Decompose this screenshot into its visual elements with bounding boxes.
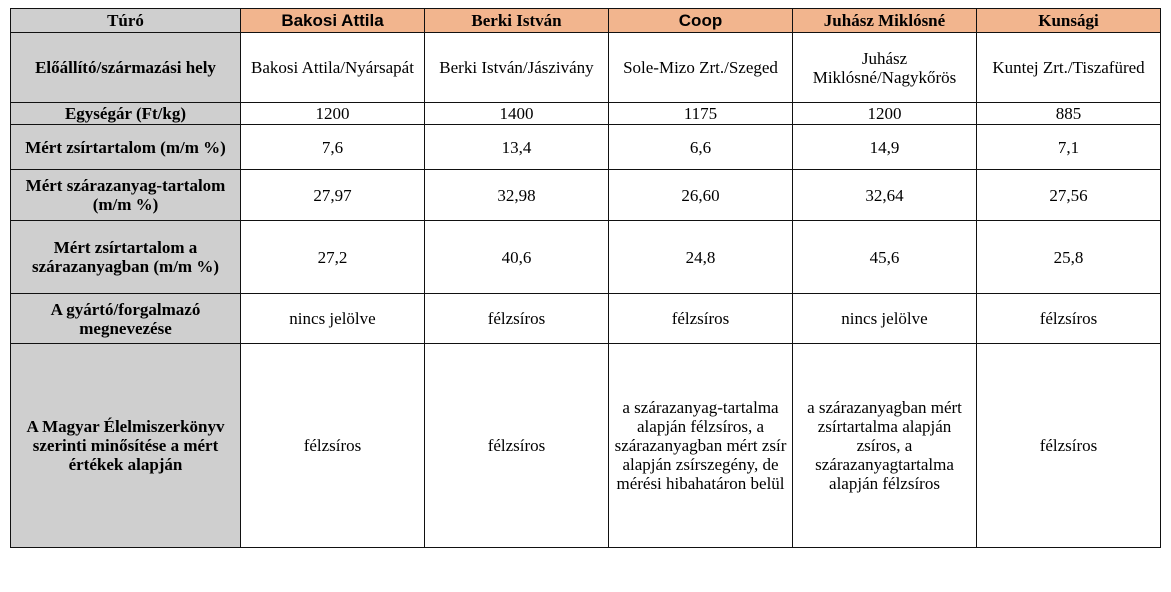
table-cell: 7,6 [241,125,425,170]
table-row [11,170,1161,221]
table-cell: félzsíros [609,294,793,344]
table-cell: a szárazanyag-tartalma alapján félzsíros, a szárazanyagban mért zsír alapján zsírszegény, de mérési hibahatáron belül [609,344,793,548]
table-cell: 13,4 [425,125,609,170]
table-cell: félzsíros [425,344,609,548]
table-cell: 45,6 [793,221,977,294]
table-cell: félzsíros [977,344,1161,548]
table-cell: 1175 [609,103,793,125]
row-header-unit-price: Egységár (Ft/kg) [11,103,241,125]
turo-comparison-table [10,8,1161,548]
table-cell: 26,60 [609,170,793,221]
row-header-manufacturer-designation: A gyártó/forgalmazó megnevezése [11,294,241,344]
table-cell: 6,6 [609,125,793,170]
table-cell: a szárazanyagban mért zsírtartalma alapján zsíros, a szárazanyagtartalma alapján félzsíros [793,344,977,548]
table-cell: 25,8 [977,221,1161,294]
table-cell: 32,64 [793,170,977,221]
table-row [11,33,1161,103]
table-cell: Bakosi Attila/Nyársapát [241,33,425,103]
table-cell: félzsíros [241,344,425,548]
table-cell: nincs jelölve [793,294,977,344]
table-cell: 27,56 [977,170,1161,221]
table-cell: nincs jelölve [241,294,425,344]
table-cell: 27,2 [241,221,425,294]
table-cell: Juhász Miklósné/Nagykőrös [793,33,977,103]
table-cell: 1200 [793,103,977,125]
header-row [11,9,1161,33]
column-header-bakosi-attila: Bakosi Attila [241,9,425,33]
column-header-coop: Coop [609,9,793,33]
table-cell: 885 [977,103,1161,125]
table-cell: 1400 [425,103,609,125]
table-row [11,344,1161,548]
table-cell: félzsíros [977,294,1161,344]
table-cell: 27,97 [241,170,425,221]
table-cell: 14,9 [793,125,977,170]
column-header-kunsagi: Kunsági [977,9,1161,33]
table-row [11,294,1161,344]
table-cell: 1200 [241,103,425,125]
column-header-berki-istvan: Berki István [425,9,609,33]
row-header-origin: Előállító/származási hely [11,33,241,103]
table-row [11,221,1161,294]
table-row [11,103,1161,125]
table-cell: 24,8 [609,221,793,294]
row-header-dry-matter: Mért szárazanyag-tartalom (m/m %) [11,170,241,221]
table-cell: 40,6 [425,221,609,294]
corner-header: Túró [11,9,241,33]
row-header-fat-in-dry-matter: Mért zsírtartalom a szárazanyagban (m/m %) [11,221,241,294]
table-row [11,125,1161,170]
column-header-juhasz-miklosne: Juhász Miklósné [793,9,977,33]
row-header-codex-classification: A Magyar Élelmiszerkönyv szerinti minősítése a mért értékek alapján [11,344,241,548]
table-cell: félzsíros [425,294,609,344]
table-cell: 7,1 [977,125,1161,170]
table-cell: 32,98 [425,170,609,221]
row-header-fat-content: Mért zsírtartalom (m/m %) [11,125,241,170]
table-cell: Berki István/Jászivány [425,33,609,103]
table-cell: Kuntej Zrt./Tiszafüred [977,33,1161,103]
table-cell: Sole-Mizo Zrt./Szeged [609,33,793,103]
